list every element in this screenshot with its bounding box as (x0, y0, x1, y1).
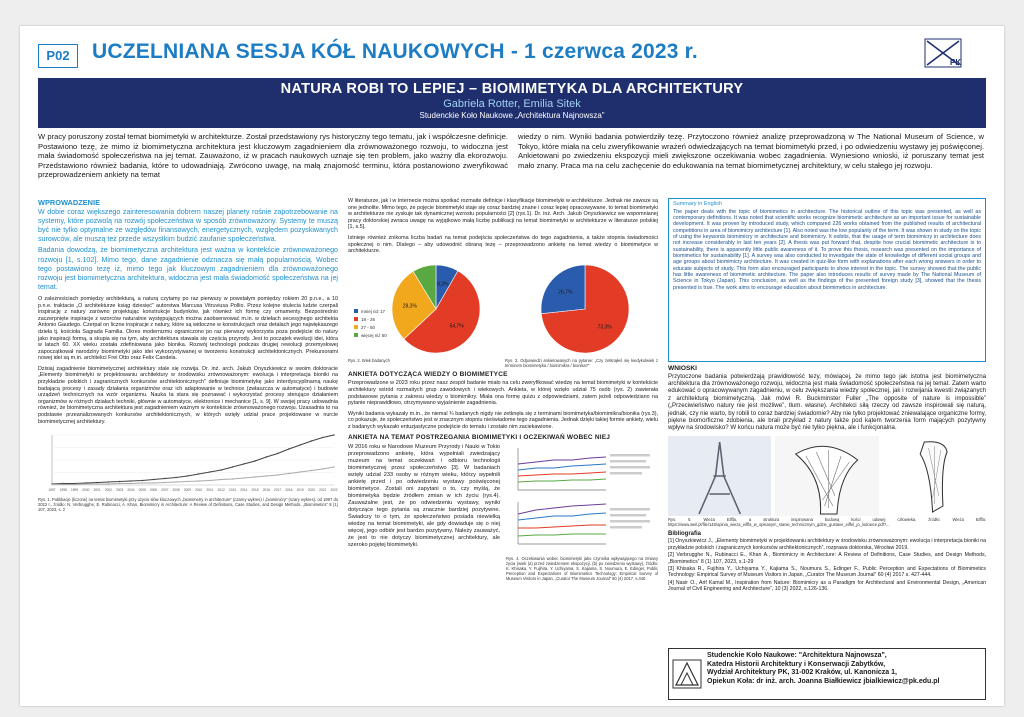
data-point (209, 472, 210, 473)
data-point (142, 480, 143, 481)
poster-number-badge: P02 (38, 44, 78, 68)
column-c (668, 198, 986, 594)
pie-data-label: 73,3% (597, 324, 612, 331)
poster-title: NATURA ROBI TO LEPIEJ – BIOMIMETYKA DLA ARCHITEKTURY (280, 81, 744, 97)
data-point (96, 482, 97, 483)
data-point (164, 482, 165, 483)
awareness-pie-chart-box (505, 259, 658, 368)
data-point (153, 483, 154, 484)
series-line-0 (52, 435, 334, 484)
pie-data-label: 26,7% (558, 289, 573, 296)
data-point (51, 484, 52, 485)
poster-authors: Gabriela Rotter, Emilia Sitek (443, 98, 581, 110)
summary-heading: Summary in English (673, 201, 722, 207)
survey-results-paragraph: Wyniki badania wykazały m.in., że niemal ¾ badanych nigdy nie zetknęła się z terminami biomimetyka/biomimikra/bionika (rys.3), co pokazuje, że społeczeństwo jest w znacznym stopniu nieświadome tego zagadnienia. Jednak dzięki takiej formie ankiety, wielu z badanych wykazało entuzjastyczne podejście do tematu i zostało nim zaciekawione. (348, 410, 658, 430)
x-tick-label: 2018 (285, 488, 293, 493)
x-tick-label: 2003 (116, 488, 124, 493)
data-point (254, 461, 255, 462)
x-tick-label: 2021 (319, 488, 327, 493)
literature-paragraph: W literaturze, jak i w Internecie można spotkać rozmaite definicje i klasyfikacje biomimetyki w architekturze. Jednak nie zawsze są one jednolite. Mimo tego, że pojęcie biomimetyki staje się coraz bardziej znane i coraz lepiej opracowywane, to temat biomimetyki w architekturze nie zyskuje tak dynamicznej wzrostu popularności [2] (rys.1). Dr. inż. Arch. Jakub Onyszkiewicz we wspomnianej pracy doktorskiej zwraca uwagę na wyjątkowo małą liczbę publikacji na temat biomimetyki w architekturze w literaturze polskiej [1, s.5]. (348, 198, 658, 231)
figure-5-images (668, 436, 986, 516)
x-tick-label: 2001 (93, 488, 101, 493)
x-tick-label: 2019 (296, 488, 304, 493)
figure-4-caption: Rys. 4. Oczekiwania wobec biomimetyki jako czynnika wpływającego na zmiany życia (wiek (a) przed zwiedzeniem ekspozycji, (b) po zwiedzeniu wystawy), źródło: K. Khisaka, Y. Fujihira, Y. Uchiyama, S. Kajiama, S. Noumura, E. Edinger, Public Perception and Expectations of Biomimetics Technology: Empirical Survey of Museum Visitors in Japan, „Curator The Museum Journal” 60 (4) 2017, s.440. (506, 555, 658, 581)
perception-section (348, 444, 658, 581)
data-point (63, 484, 64, 485)
age-pie-chart (348, 259, 501, 357)
footer-line-2: Katedra Historii Architektury i Konserwacji Zabytków, (707, 660, 886, 668)
legend-label: mniej niż 17 (361, 308, 386, 314)
data-point (142, 483, 143, 484)
series-line-1 (52, 467, 334, 485)
bibliography-item: [4] Nasir O., Arif Kamal M., Inspiration from Nature: Biomimicry as a Paradigm for Architectural and Environmental Design, „American Journal of Civil Engineering and Architecture”, 10 (3) 2022, s.126-136. (668, 579, 986, 593)
figure-2-caption: Rys. 2. Wiek badanych (348, 357, 390, 363)
x-tick-label: 1997 (48, 488, 56, 493)
footer-line-1: Studenckie Koło Naukowe: "Architektura Najnowsza", (707, 652, 887, 659)
introduction-heading: WPROWADZENIE (38, 198, 100, 207)
english-summary-box (668, 198, 986, 362)
data-point (243, 478, 244, 479)
x-tick-label: 2020 (307, 488, 315, 493)
pie-data-label: 8,3% (437, 281, 449, 288)
x-tick-label: 2011 (206, 488, 214, 493)
legend-label: więcej niż 50 (361, 332, 387, 338)
data-point (322, 469, 323, 470)
data-point (243, 464, 244, 465)
publications-line-chart (38, 431, 338, 493)
x-tick-label: 2000 (82, 488, 90, 493)
conclusions-heading: WNIOSKI (668, 365, 697, 372)
introduction-paragraph-1: W dobie coraz większego zainteresowania dobrem naszej planety rośnie zapotrzebowanie na systemy, które pozwolą na rozwój społeczeństwa w sposób zrównoważony. Systemy te muszą być nie tylko optymalne ze względów finansowych, energetycznych, względem pozyskiwanych surowców, ale muszą też przede wszystkim budzić zaufanie społeczeństwa. (38, 208, 338, 244)
x-tick-label: 2010 (195, 488, 203, 493)
session-title: UCZELNIANA SESJA KÓŁ NAUKOWYCH - 1 czerwca 2023 r. (92, 40, 698, 63)
x-tick-label: 2016 (262, 488, 270, 493)
footer-line-4: Opiekun Koła: dr inż. arch. Joanna Białkiewicz jbialkiewicz@pk.edu.pl (707, 677, 940, 685)
legend-label: 18 - 26 (361, 316, 376, 322)
x-tick-label: 2004 (127, 488, 135, 493)
data-point (108, 484, 109, 485)
column-a (38, 198, 338, 512)
legend-swatch (354, 317, 358, 321)
data-point (277, 475, 278, 476)
data-point (299, 472, 300, 473)
expectation-charts (506, 444, 658, 581)
data-point (85, 484, 86, 485)
data-point (130, 481, 131, 482)
data-point (266, 457, 267, 458)
legend-swatch (354, 325, 358, 329)
data-point (277, 453, 278, 454)
femur-sketch-image (883, 436, 986, 516)
data-point (153, 479, 154, 480)
bibliography-item: [3] Khisaka R., Fujihira Y., Uchiyama Y., Kajiama S., Noumura S., Edinger F., Public Perception and Expectations of Biomimetics Technology: Empirical Survey of Museum Visitors in Japan, „Curator The Museum Journal” 60 (4) 2017 s. 427-444. (668, 566, 986, 579)
data-point (288, 473, 289, 474)
data-point (299, 445, 300, 446)
bibliography-item: [1] Onyszkiewicz J., „Elementy biomimetyki w projektowaniu architektury w środowisku zrównoważonym: ewolucja i interpretacja bioniki na przykładzie polskich i zagranicznych konkursów architektonicznych”, rozprawa doktorska, Wrocław 2019. (668, 538, 986, 551)
data-point (288, 449, 289, 450)
legend-label: 27 - 50 (361, 324, 376, 330)
data-point (119, 483, 120, 484)
data-point (187, 476, 188, 477)
x-tick-label: 2017 (274, 488, 282, 493)
data-point (96, 484, 97, 485)
pie-data-label: 54,7% (449, 323, 464, 330)
data-point (254, 477, 255, 478)
faculty-logo-icon (672, 659, 702, 689)
poster-club: Studenckie Koło Naukowe „Architektura Najnowsza” (419, 111, 605, 120)
footer-line-3: Wydział Architektury PK, 31-002 Kraków, ul. Kanonicza 1, (707, 669, 897, 677)
x-tick-label: 2002 (104, 488, 112, 493)
data-point (187, 481, 188, 482)
x-tick-label: 2007 (161, 488, 169, 493)
age-pie-chart-box (348, 259, 501, 368)
data-point (232, 467, 233, 468)
legend-swatch (354, 309, 358, 313)
definition-paragraph: Dzisiaj zagadnienie biomimetycznej architektury stale się rozwija. Dr. inż. arch. Jakub Onyszkiewicz w swoim doktoracie „Elementy biomimetyki w projektowaniu architektury w środowisku zrównoważonym: ewolucja i interpretacja bioniki na przykładzie polskich i zagranicznych konkursów architektonicznych” definiuje biomimetykę jako interdyscyplinarną naukę badającą procesy i zasady działania organizmów oraz ich adaptowanie w technice (zwłaszcza w automatyce) i budowie urządzeń technicznych na wzór organizmu. Nauka ta stara się poznawać i wykorzystać procesy sterujące działaniem organizmów w różnych działach techniki, głównie w automatyce, elektronice i mechanice [1, s. 9]. W swojej pracy udowadnia również, że biomimetyczna architektura jest zagadnieniem ważnym w kontekście zrównoważonego rozwoju. Uzasadnia to na podstawie przeanalizowanych konkursów architektonicznych, w których wzięły udział prace projektowane w nurcie biomimetycznej architektury. (38, 365, 338, 425)
figure-5-caption: Rys. 5. Wieża Eiffla, a struktura inspirowana budową kości udowej człowieka, źródło: Wieża Eiffla: https://www.weil.pl/file/148/opinia_wieza_eiffla_w_opisanym_stanie_technicznym_gdzie_gustave_eiffel_jo_lodowce.pdf?... (668, 516, 986, 527)
bibliography-item: [2] Verbrugghe N., Rubinacci E., Khan A., Biomimicry in Architecture: A Review of Definitions, Case Studies, and Design Methods, „Biomimetics” 8 (1) 107, 2023, s.1-29 (668, 552, 986, 565)
abstract-right: wiedzy o nim. Wyniki badania potwierdziły tezę. Przytoczono również analizę przeprowadzoną w The National Museum of Science, w Tokyo, które miała na celu zweryfikowanie wrażeń odwiedzających na temat biomimetyki przed, i po odwiedzeniu wystawy jej poświęconej. Ankietowani po zwiedzeniu ekspozycji mieli zwiększone oczekiwania wobec zagadnienia. Wyniesiono wnioski, iż poruszany temat jest mało znany. Praca ma na celu zachęcenie do edukowania na temat biomimetycznej architektury, w celu stałego jej rozwoju. (518, 132, 984, 170)
pie-data-label: 28,3% (402, 303, 417, 310)
column-b (348, 198, 658, 581)
introduction-paragraph-2: Badania dowodzą, że biomimetyczna architektura jest ważna w kontekście zrównoważonego rozwoju [1, s.102]. Mimo tego, dane zagadnienie odznacza się małą popularnością. Wobec tego postawiono tezę iż, mimo tego jak kluczowym zagadnieniem dla zrównoważonego rozwoju jest biomimetyczna architektura, widoczna jest mała świadomość społeczeństwa na jej temat. (38, 246, 338, 291)
x-tick-label: 2009 (183, 488, 191, 493)
data-point (119, 481, 120, 482)
data-point (175, 482, 176, 483)
data-point (175, 477, 176, 478)
x-tick-label: 1998 (59, 488, 67, 493)
x-tick-label: 2006 (149, 488, 158, 493)
data-point (232, 479, 233, 480)
x-tick-label: 2005 (138, 488, 146, 493)
data-point (311, 470, 312, 471)
data-point (74, 484, 75, 485)
abstract-left: W pracy poruszony został temat biomimetyki w architekturze. Został przedstawiony rys historyczny tego tematu, jak i współczesne definicje. Postawiono tezę, że mimo iż biomimetyczna architektura jest kluczowym zagadnieniem dla zrównoważonego rozwoju, to widoczna jest mała świadomość społeczeństwa na jej temat. Zauważono, iż w pracach naukowych uznaje się ten problem, jako ważny dla ekorozwoju. Przedstawiono również badania, które to udowadniają. Zwrócono uwagę, na małą znajomość terminu, która postanowiono zweryfikować przeprowadzeniem ankiety na temat (38, 132, 508, 179)
introduction-section (38, 198, 338, 292)
data-point (221, 479, 222, 480)
data-point (322, 437, 323, 438)
data-point (333, 467, 334, 468)
data-point (198, 474, 199, 475)
data-point (108, 482, 109, 483)
summary-text: The paper deals with the topic of biomimetics in architecture. The historical outline of this topic was presented, as well as contemporary definitions. It was noted that scientific works recognize biomimetic architecture as an important issue for sustainable development. It was proven by introduced study, which compared 226 works obtained from the published results of architectural competitions in area of biomimicry architecture [1]. Also noted was the low popularity of the term. It was shown in study on the topic of using the keywords biomimicry in architecture and biomimicry. It exibits, that the usage of term biomimicry in architecture does not increase considerably in last ten years [2]. A thesis was put forward that, despite how crucial biomimetic architecture is to sustainability, there is apparently little public awareness of it. To prove this thesis, research was presented on the importance of biomimetics for sustainability [1]. A survey was also conducted to investigate the state of knowledge of different social groups and age groups about biomimicry architecture. It was created in quiz-like form with explanations after each wrong answers in order to educate subjects of study. This form also encouraged participants to show interest in the topic. The survey showed that the public has little awareness of biomimetic architecture. The paper also introduces results of survey made by The National Museum of Science in Tokyo (Japan). This conclusion, as well as the findings of the presented foreign study [3], showed that the thesis presented is true. The work aims to encourage education about biomimetics in architecture. (673, 208, 981, 291)
eiffel-tower-image (668, 436, 771, 516)
title-banner (38, 78, 986, 128)
data-point (221, 470, 222, 471)
survey-intro-paragraph: Istnieje również znikoma liczba badań na temat podejścia społeczeństwa do tego zagadnienia, a także stopnia świadomości społecznej o nim. Dlatego – aby udowodnić obraną tezę – przeprowadzono ankietę na temat wiedzy o biomimetyce w architekturze. (348, 234, 658, 255)
data-point (164, 478, 165, 479)
data-point (198, 481, 199, 482)
conclusions-text: Przytoczone badania potwierdzają prawidłowość tezy, mówiącej, że mimo tego jak istotna jest biomimetyczna architektura dla zrównoważonego rozwoju, widoczna jest mała świadomość społeczeństwa na jej temat. Zatem warto edukować o opracowywanym zagadnieniu, w celu zwiększania wiedzy społecznej, jak i rozwijania kwestii związanych z architekturą biomimetyczną. Jak mówi R. Buckminster Fuller „The opposite of nature is impossible” („Przeciwieństwo natury nie jest możliwe”, tłum. własne). Architekci siłą rzeczy od zawsze inspirowali się naturą, jednak, czy nie warto, by robili to coraz bardziej świadomie? Aby nie tylko projektować zniewalające organiczne formy, piękne biomorficzne zdobienia, ale brali przykład z natury także pod kątem tworzenia form mających pozytywny wpływ na środowisko? W końcu natura może być nie tylko piękna, ale i funkcjonalna. (668, 372, 986, 432)
x-tick-label: 2008 (172, 488, 180, 493)
x-tick-label: 2015 (251, 488, 259, 493)
pk-logo-icon (924, 38, 962, 68)
contact-footer (668, 648, 986, 700)
poster (20, 26, 1004, 706)
bibliography-list (668, 538, 986, 592)
perception-heading: ANKIETA NA TEMAT POSTRZEGANIA BIOMIMETYKI I OCZEKIWAŃ WOBEC NIEJ (348, 433, 611, 441)
awareness-pie-chart (505, 259, 658, 357)
data-point (266, 476, 267, 477)
survey-charts (348, 259, 658, 368)
data-point (311, 441, 312, 442)
logo-text: PK (950, 58, 962, 67)
x-tick-label: 1999 (71, 488, 79, 493)
survey-method-paragraph: Przeprowadzone w 2023 roku przez nasz zespół badanie miało na celu zweryfikować wiedzę na temat biomimetyki w kontekście architektury wśród rozmaitych grup zawodowych i wiekowych. Ankieta, w której wzięło udział 75 osób (rys. 2) zawierała podstawowe pytania z zakresu wiedzy o biomimikry. Miała ona formę quizu z odpowiedziami, zatem jeżeli odpowiedziano na pytanie nieprawidłowo, otrzymywano wyjaśnienie zagadnienia. (348, 380, 658, 407)
x-tick-label: 2012 (217, 488, 225, 493)
bibliography-heading: Bibliografia (668, 530, 702, 537)
perception-paragraph: W 2016 roku w Narodowe Muzeum Przyrody i Nauki w Tokio przeprowadzono ankietę, która wypełniali zwiedzający muzeum na temat oczekiwań i odbioru technologii biomimetycznej przez społeczeństwo [3]. W badaniach wzięły udział 233 osoby w różnym wieku, którzy wypełnili ankietę przed i po odwiedzeniu wystawy poświęconej biomimetyce. Zostali oni zapytani o to, czy myślą, że biomimetyka będzie źródłem zmian w ich życiu (rys.4). Zauważalne jest, że po odwiedzeniu wystawy, wyniki dotyczące tego pytania są znacznie bardziej pozytywne. Świadczy to o tym, że społeczeństwo posiada niewielką wiedzę na temat biomimetyki, ale gdy dowiaduje się o niej więcej, jego odbiór jest bardzo pozytywny. Należy zauważyć, że jest to nie dotyczy biomimetycznej architektury, ale szeroko pojętej biomimetyki. (348, 444, 500, 549)
x-tick-label: 2013 (228, 488, 237, 493)
survey-heading: ANKIETA DOTYCZĄCA WIEDZY O BIOMIMETYCE (348, 370, 508, 378)
data-point (333, 435, 334, 436)
bone-structure-image (775, 436, 878, 516)
x-tick-label: 2022 (330, 488, 338, 493)
data-point (209, 480, 210, 481)
expectation-line-charts (506, 444, 658, 552)
legend-swatch (354, 333, 358, 337)
history-paragraph: O zależnościach pomiędzy architekturą, a naturą czytamy po raz pierwszy w powstałym pomiędzy rokiem 20 p.n.e., a 10 p.n.e. traktacie „O architekturze ksiąg dziesięć” autorstwa Marcusa Vitruviusa Pollio. Przez kolejne stulecia ludzie czerpali inspirację z natury zarówno projektując konstrukcje budynków, jak również ich formę czy ornamenty. Bezpośrednio zaczerpnięte inspiracje z wzorców naturalnie występujących można zaobserwować m.in. w dziełach secesyjnego architekta Antonio Gaudego. Czerpał on liczne inspiracje z natury, które są widoczne w konstrukcjach oraz detalach jego najwiękaszego dzieła tj. kościoła Sagrada Familia. Okres modernizmu ograniczono po raz pierwszy wykorzysta poza podejście do natury jako inspiracji formą, a skupia się na tym, aby architektura stawała się częścią przyrody. Jest to początek ewolucji idei, która w latach 60. XX wieku została zdefiniowana jako bionika. Rozwój technologii podczas drugiej rewolucji przemysłowej zapoczątkował narodziny biomimetyki jako idei wykorzystywanej w tworzeniu konstrukcji architektonicznych. Prekursorami nowej idei są m.in. architekci Frei Otto oraz Felix Candela. (38, 295, 338, 362)
x-tick-label: 2014 (240, 488, 248, 493)
figure-3-caption: Rys. 3. Odpowiedzi ankietowanych na pytanie: „Czy zetknąłeś się kiedykolwiek z terminem biomimetyka / biomimikra / bionika?” (505, 357, 658, 368)
data-point (130, 483, 131, 484)
figure-1-caption: Rys. 1. Publikacje (liczone) na temat biomimetyki przy użyciu słów kluczowych „biomimetry in architecture” (czarny wykres) i „biomimicry” (szary wykres), od 1997 do 2022 r., źródło: N. Verbrugghe, E. Rubinacci, A. Khan, Biomimicry in Architecture: A Review of Definitions, Case Studies, and Design Methods, „Biomimetics” 8 (1) 107, 2023, s. 2 (38, 496, 338, 512)
